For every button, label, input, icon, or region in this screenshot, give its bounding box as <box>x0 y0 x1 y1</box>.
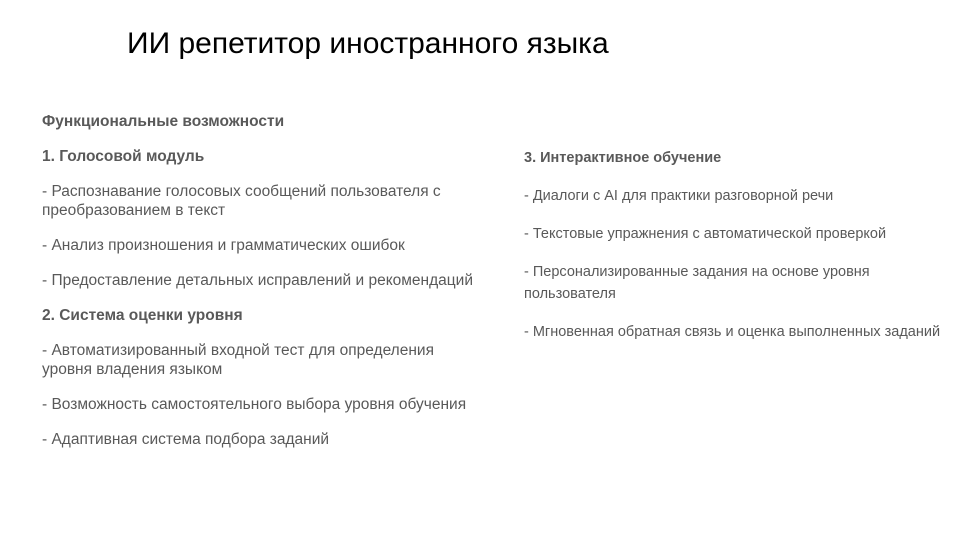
list-item: - Диалоги с AI для практики разговорной речи <box>524 188 834 204</box>
section-heading-interactive-learning: 3. Интерактивное обучение <box>524 150 722 166</box>
list-item: - Распознавание голосовых сообщений пользователя с преобразованием в текст <box>42 183 441 219</box>
list-item: - Адаптивная система подбора заданий <box>42 431 330 448</box>
left-column <box>42 112 482 465</box>
list-item: - Предоставление детальных исправлений и рекомендаций <box>42 272 473 289</box>
section-heading-level-assessment: 2. Система оценки уровня <box>42 307 243 324</box>
list-item: - Возможность самостоятельного выбора уровня обучения <box>42 396 467 413</box>
list-item: - Текстовые упражнения с автоматической проверкой <box>524 226 887 242</box>
list-item: - Анализ произношения и грамматических ошибок <box>42 237 405 254</box>
list-item: - Персонализированные задания на основе уровня пользователя <box>524 264 870 302</box>
list-item: - Автоматизированный входной тест для определения уровня владения языком <box>42 342 434 378</box>
list-item: - Мгновенная обратная связь и оценка выполненных заданий <box>524 324 941 340</box>
slide-title: ИИ репетитор иностранного языка <box>127 27 609 60</box>
section-heading-voice-module: 1. Голосовой модуль <box>42 148 205 165</box>
features-heading: Функциональные возможности <box>42 113 285 130</box>
right-column <box>524 147 944 359</box>
